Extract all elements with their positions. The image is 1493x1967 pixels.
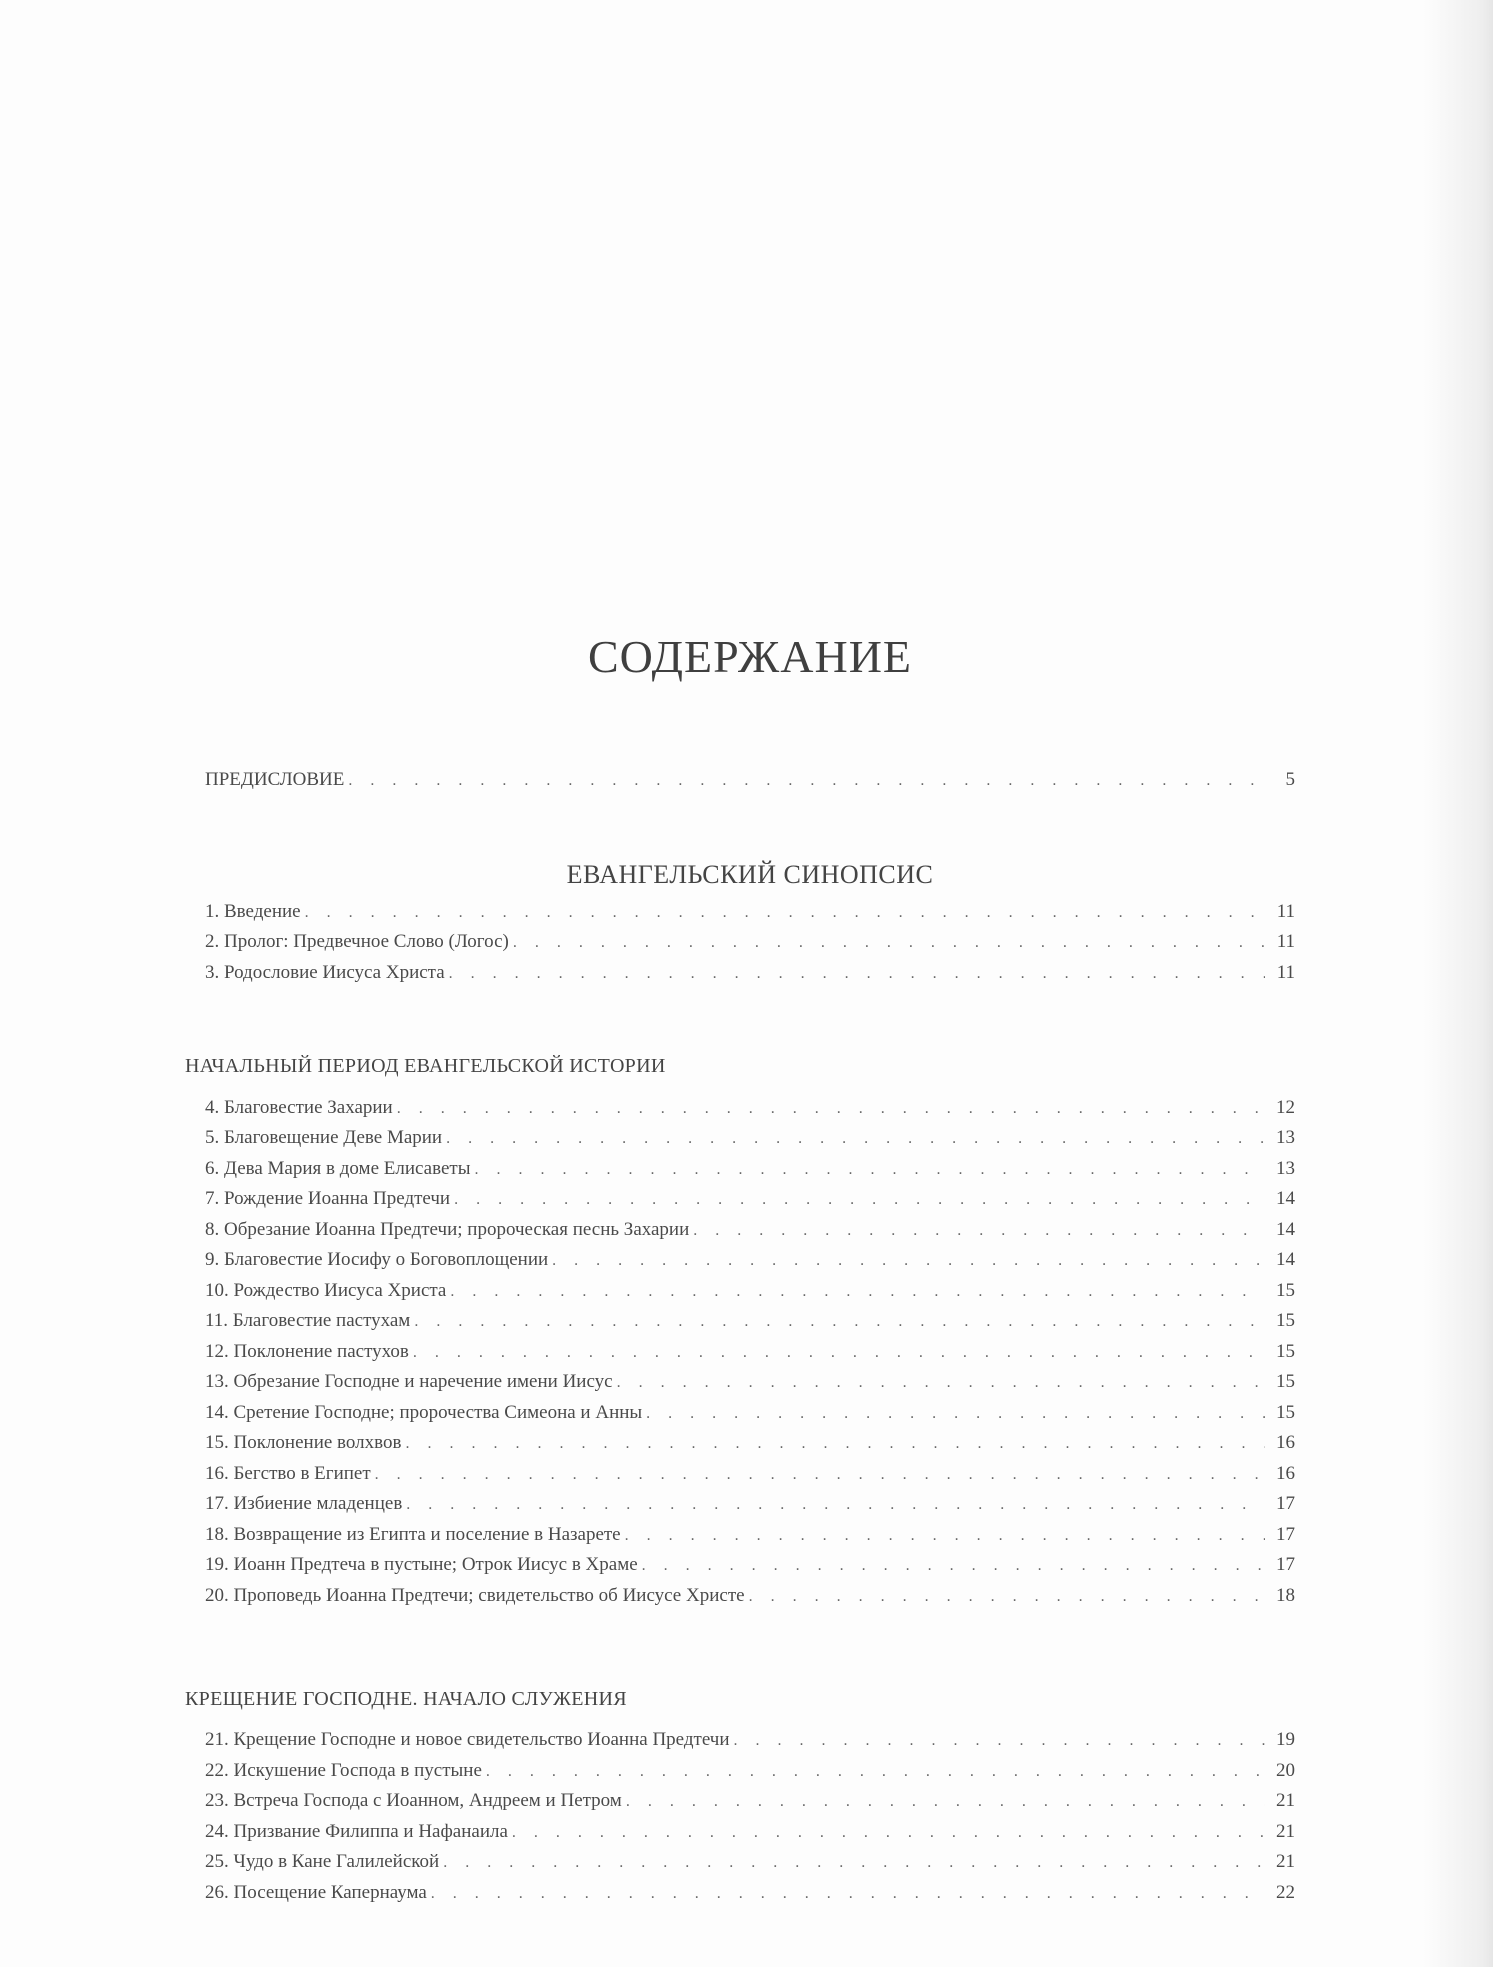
leader-dots [305, 904, 1265, 922]
page-title: СОДЕРЖАНИЕ [587, 631, 913, 682]
toc-entry [205, 1249, 1295, 1279]
toc-entry [205, 901, 1295, 931]
leader-dots [431, 1885, 1265, 1903]
toc-entry-page: 17 [1276, 1554, 1295, 1575]
toc-entry [205, 1158, 1295, 1188]
toc-entry-page: 15 [1276, 1280, 1295, 1301]
leader-dots [446, 1130, 1265, 1148]
toc-entry-label: 25. Чудо в Кане Галилейской [205, 1851, 440, 1872]
toc-entry-label: 23. Встреча Господа с Иоанном, Андреем и Петром [205, 1790, 622, 1811]
toc-entry-label: 20. Проповедь Иоанна Предтечи; свидетельство об Иисусе Христе [205, 1585, 745, 1606]
toc-entry [205, 1280, 1295, 1310]
leader-dots [405, 1435, 1265, 1453]
toc-entry-page: 11 [1276, 962, 1295, 983]
toc-entry-page: 14 [1276, 1219, 1295, 1240]
leader-dots [693, 1222, 1265, 1240]
toc-entry [205, 1554, 1295, 1584]
toc-entry-page: 13 [1276, 1127, 1295, 1148]
toc-entry-label: 12. Поклонение пастухов [205, 1341, 409, 1362]
toc-entry-page: 20 [1276, 1760, 1295, 1781]
toc-entry-page: 14 [1276, 1188, 1295, 1209]
toc-entry-page: 16 [1276, 1463, 1295, 1484]
leader-dots [552, 1252, 1265, 1270]
toc-entry-label: 8. Обрезание Иоанна Предтечи; пророческая песнь Захарии [205, 1219, 690, 1240]
toc-entry-label: 21. Крещение Господне и новое свидетельство Иоанна Предтечи [205, 1729, 730, 1750]
toc-entry-label: 13. Обрезание Господне и наречение имени Иисус [205, 1371, 613, 1392]
toc-entry [205, 1585, 1295, 1615]
section-heading: НАЧАЛЬНЫЙ ПЕРИОД ЕВАНГЕЛЬСКОЙ ИСТОРИИ [185, 1055, 666, 1077]
toc-entry-label: 2. Пролог: Предвечное Слово (Логос) [205, 931, 509, 952]
toc-entry-page: 17 [1276, 1493, 1295, 1514]
toc-entry-label: 9. Благовестие Иосифу о Боговоплощении [205, 1249, 549, 1270]
toc-entry-page: 19 [1276, 1729, 1295, 1750]
toc-entry-preface [205, 769, 1295, 799]
leader-dots [413, 1344, 1265, 1362]
toc-entry-page: 21 [1276, 1790, 1295, 1811]
toc-entry [205, 1463, 1295, 1493]
toc-entry [205, 1821, 1295, 1851]
toc-entry [205, 1882, 1295, 1912]
toc-entry [205, 931, 1295, 961]
leader-dots [375, 1466, 1265, 1484]
page-edge-shadow [1423, 0, 1493, 1967]
toc-entry-page: 21 [1276, 1851, 1295, 1872]
leader-dots [348, 772, 1265, 790]
leader-dots [474, 1161, 1265, 1179]
toc-entry-page: 17 [1276, 1524, 1295, 1545]
toc-entry [205, 1188, 1295, 1218]
toc-entry-label: 1. Введение [205, 901, 301, 922]
toc-entry-label: 4. Благовестие Захарии [205, 1097, 393, 1118]
leader-dots [449, 965, 1265, 983]
leader-dots [443, 1854, 1265, 1872]
toc-entry-page: 11 [1276, 901, 1295, 922]
toc-entry-label: 15. Поклонение волхвов [205, 1432, 402, 1453]
toc-entry-label: 22. Искушение Господа в пустыне [205, 1760, 482, 1781]
toc-entry [205, 1524, 1295, 1554]
toc-entry [205, 962, 1295, 992]
toc-entry-page: 15 [1276, 1310, 1295, 1331]
toc-entry-label: 24. Призвание Филиппа и Нафанаила [205, 1821, 508, 1842]
toc-entry-page: 16 [1276, 1432, 1295, 1453]
toc-entry-label: 11. Благовестие пастухам [205, 1310, 411, 1331]
toc-entry-label: 5. Благовещение Деве Марии [205, 1127, 443, 1148]
toc-entry-label: 17. Избиение младенцев [205, 1493, 403, 1514]
toc-entry-page: 12 [1276, 1097, 1295, 1118]
toc-entry [205, 1097, 1295, 1127]
toc-entry-label: 16. Бегство в Египет [205, 1463, 371, 1484]
leader-dots [749, 1588, 1265, 1606]
toc-entry-label: 26. Посещение Капернаума [205, 1882, 427, 1903]
toc-entry [205, 1310, 1295, 1340]
toc-entry-page: 11 [1276, 931, 1295, 952]
leader-dots [406, 1496, 1265, 1514]
toc-entry-page: 22 [1276, 1882, 1295, 1903]
section-heading: ЕВАНГЕЛЬСКИЙ СИНОПСИС [566, 860, 934, 889]
toc-entry [205, 1432, 1295, 1462]
toc-entry-page: 15 [1276, 1371, 1295, 1392]
toc-entry [205, 1219, 1295, 1249]
toc-entry [205, 1341, 1295, 1371]
toc-entry-label: 7. Рождение Иоанна Предтечи [205, 1188, 451, 1209]
leader-dots [513, 934, 1265, 952]
toc-entry-page: 21 [1276, 1821, 1295, 1842]
toc-entry-label: 14. Сретение Господне; пророчества Симеона и Анны [205, 1402, 643, 1423]
leader-dots [617, 1374, 1265, 1392]
leader-dots [734, 1732, 1265, 1750]
leader-dots [626, 1793, 1265, 1811]
section-heading: КРЕЩЕНИЕ ГОСПОДНЕ. НАЧАЛО СЛУЖЕНИЯ [185, 1688, 627, 1710]
toc-entry [205, 1851, 1295, 1881]
toc-entry-label: ПРЕДИСЛОВИЕ [205, 769, 345, 790]
leader-dots [486, 1763, 1265, 1781]
toc-entry [205, 1760, 1295, 1790]
toc-entry-page: 13 [1276, 1158, 1295, 1179]
leader-dots [642, 1557, 1265, 1575]
toc-entry [205, 1371, 1295, 1401]
toc-entry [205, 1402, 1295, 1432]
toc-entry-page: 15 [1276, 1402, 1295, 1423]
leader-dots [512, 1824, 1265, 1842]
toc-entry [205, 1493, 1295, 1523]
toc-entry [205, 1127, 1295, 1157]
leader-dots [450, 1283, 1265, 1301]
toc-entry-page: 18 [1276, 1585, 1295, 1606]
toc-entry-label: 3. Родословие Иисуса Христа [205, 962, 445, 983]
leader-dots [454, 1191, 1265, 1209]
toc-entry-label: 10. Рождество Иисуса Христа [205, 1280, 447, 1301]
toc-entry-page: 14 [1276, 1249, 1295, 1270]
toc-entry-label: 18. Возвращение из Египта и поселение в Назарете [205, 1524, 621, 1545]
leader-dots [625, 1527, 1265, 1545]
leader-dots [397, 1100, 1265, 1118]
leader-dots [414, 1313, 1265, 1331]
toc-entry [205, 1790, 1295, 1820]
toc-entry-page: 5 [1285, 769, 1295, 790]
toc-entry-page: 15 [1276, 1341, 1295, 1362]
toc-entry [205, 1729, 1295, 1759]
toc-entry-label: 6. Дева Мария в доме Елисаветы [205, 1158, 471, 1179]
toc-entry-label: 19. Иоанн Предтеча в пустыне; Отрок Иисус в Храме [205, 1554, 638, 1575]
leader-dots [646, 1405, 1265, 1423]
